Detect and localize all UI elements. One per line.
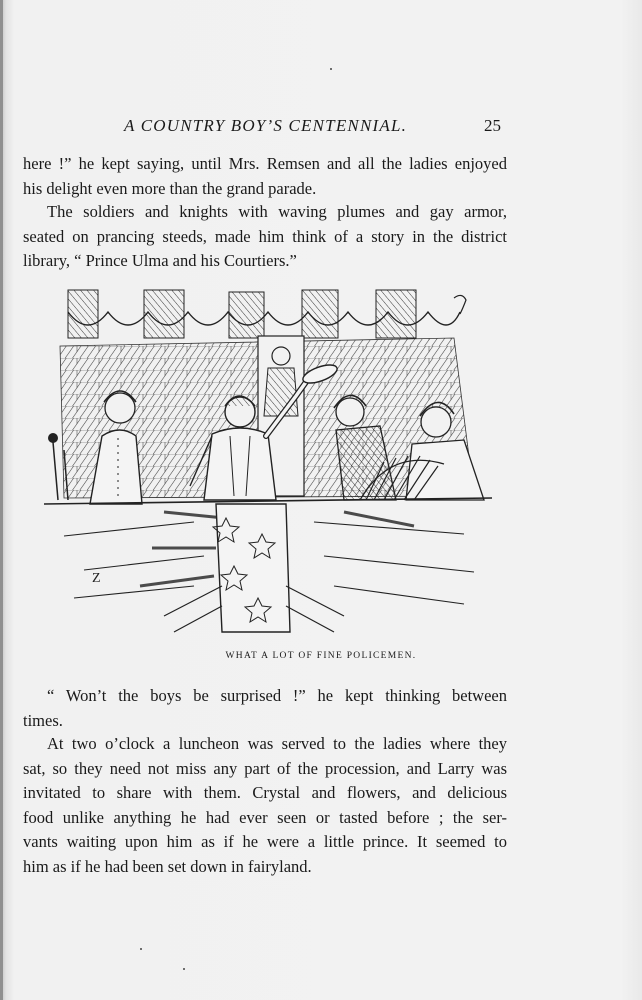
artist-signature: Z <box>92 571 101 586</box>
illustration-luncheon-scene <box>44 286 492 638</box>
table-with-flag <box>44 498 492 632</box>
text-line: vants waiting upon him as if he were a little prince. It seemed to <box>23 832 507 851</box>
paper-speck <box>183 968 185 970</box>
text-line: invitated to share with them. Crystal and flowers, and delicious <box>23 783 507 802</box>
running-head <box>0 116 642 138</box>
running-head-title: A COUNTRY BOY’S CENTENNIAL. <box>124 116 408 135</box>
paper-speck <box>140 948 142 950</box>
awning <box>68 290 466 338</box>
text-line: At two o’clock a luncheon was served to the ladies where they <box>47 734 507 753</box>
page-number: 25 <box>484 116 501 135</box>
text-line: “ Won’t the boys be surprised !” he kept thinking between <box>47 686 507 705</box>
text-line: library, “ Prince Ulma and his Courtiers.” <box>23 251 297 270</box>
text-line: times. <box>23 710 63 730</box>
text-line: sat, so they need not miss any part of the procession, and Larry was <box>23 758 507 778</box>
paragraph-4 <box>23 732 507 879</box>
text-line: here !” he kept saying, until Mrs. Remsen and all the ladies enjoyed <box>23 154 507 173</box>
paragraph-2 <box>23 200 507 274</box>
text-line: him as if he had been set down in fairyland. <box>23 856 312 876</box>
page-spine-shadow <box>0 0 3 1000</box>
paper-speck <box>330 68 332 70</box>
paragraph-3 <box>23 684 507 733</box>
text-line: food unlike anything he had ever seen or tasted before ; the ser- <box>23 807 507 827</box>
text-line: his delight even more than the grand parade. <box>23 178 317 198</box>
text-line: The soldiers and knights with waving plumes and gay armor, <box>47 202 507 221</box>
illustration-caption: WHAT A LOT OF FINE POLICEMEN. <box>225 651 417 661</box>
paragraph-1 <box>23 152 507 201</box>
text-line: seated on prancing steeds, made him think of a story in the district <box>23 226 507 246</box>
